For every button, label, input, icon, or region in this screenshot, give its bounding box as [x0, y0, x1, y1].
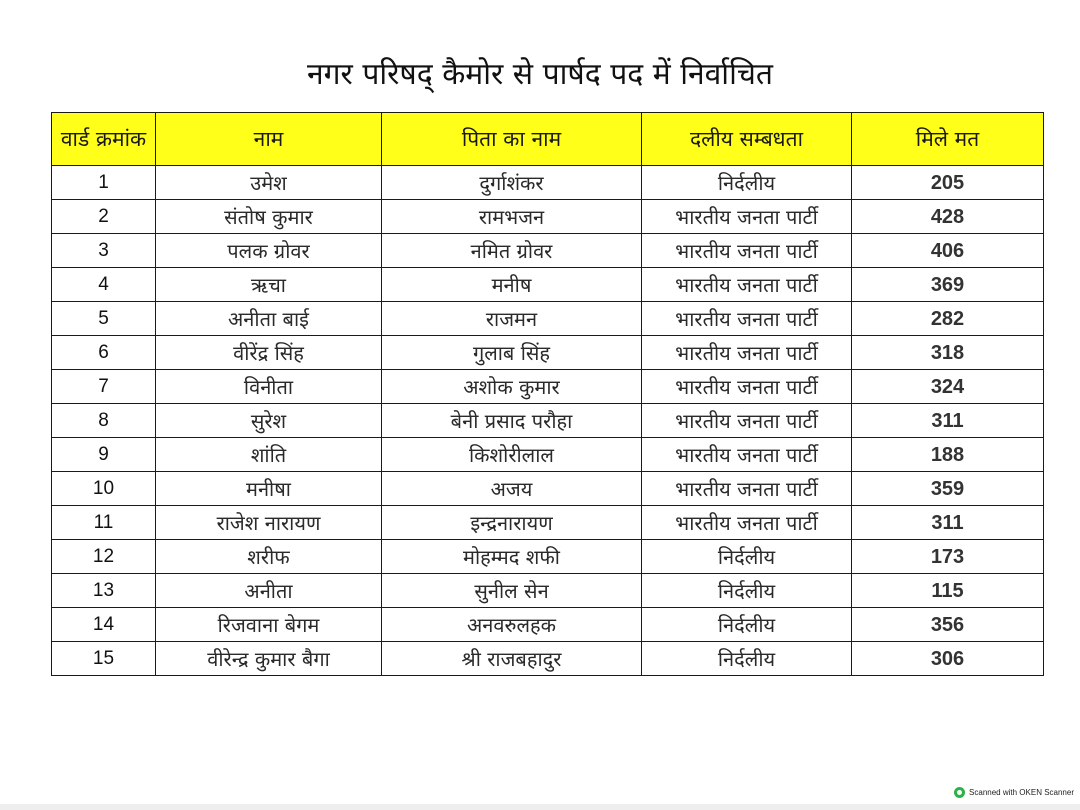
cell-name: विनीता — [156, 370, 382, 404]
cell-party: भारतीय जनता पार्टी — [642, 268, 852, 302]
cell-father-name: अनवरुलहक — [382, 608, 642, 642]
cell-name: संतोष कुमार — [156, 200, 382, 234]
header-ward: वार्ड क्रमांक — [52, 113, 156, 166]
cell-name: उमेश — [156, 166, 382, 200]
cell-father-name: मोहम्मद शफी — [382, 540, 642, 574]
cell-ward: 12 — [52, 540, 156, 574]
cell-party: भारतीय जनता पार्टी — [642, 404, 852, 438]
table-row — [52, 200, 1044, 234]
header-father-name: पिता का नाम — [382, 113, 642, 166]
cell-name: वीरेंद्र सिंह — [156, 336, 382, 370]
cell-name: राजेश नारायण — [156, 506, 382, 540]
cell-father-name: राजमन — [382, 302, 642, 336]
cell-votes: 173 — [852, 540, 1044, 574]
table-row — [52, 438, 1044, 472]
table-row — [52, 540, 1044, 574]
cell-father-name: किशोरीलाल — [382, 438, 642, 472]
table-row — [52, 642, 1044, 676]
cell-ward: 2 — [52, 200, 156, 234]
cell-votes: 311 — [852, 506, 1044, 540]
cell-votes: 115 — [852, 574, 1044, 608]
table-row — [52, 166, 1044, 200]
table-row — [52, 472, 1044, 506]
header-name: नाम — [156, 113, 382, 166]
cell-ward: 11 — [52, 506, 156, 540]
table-row — [52, 234, 1044, 268]
cell-father-name: गुलाब सिंह — [382, 336, 642, 370]
cell-votes: 369 — [852, 268, 1044, 302]
cell-votes: 188 — [852, 438, 1044, 472]
cell-party: भारतीय जनता पार्टी — [642, 336, 852, 370]
cell-father-name: मनीष — [382, 268, 642, 302]
cell-name: अनीता — [156, 574, 382, 608]
cell-party: निर्दलीय — [642, 574, 852, 608]
cell-name: अनीता बाई — [156, 302, 382, 336]
cell-party: निर्दलीय — [642, 642, 852, 676]
table-row — [52, 608, 1044, 642]
page-title: नगर परिषद् कैमोर से पार्षद पद में निर्वाचित — [307, 57, 773, 92]
table-header — [52, 113, 1044, 166]
cell-name: शांति — [156, 438, 382, 472]
cell-name: सुरेश — [156, 404, 382, 438]
cell-ward: 4 — [52, 268, 156, 302]
cell-party: भारतीय जनता पार्टी — [642, 302, 852, 336]
cell-party: भारतीय जनता पार्टी — [642, 370, 852, 404]
cell-votes: 428 — [852, 200, 1044, 234]
table-row — [52, 336, 1044, 370]
cell-father-name: रामभजन — [382, 200, 642, 234]
cell-party: निर्दलीय — [642, 540, 852, 574]
cell-father-name: बेनी प्रसाद परौहा — [382, 404, 642, 438]
cell-father-name: दुर्गाशंकर — [382, 166, 642, 200]
cell-votes: 205 — [852, 166, 1044, 200]
cell-name: पलक ग्रोवर — [156, 234, 382, 268]
bottom-strip — [0, 804, 1080, 810]
table-row — [52, 506, 1044, 540]
table-row — [52, 404, 1044, 438]
header-party: दलीय सम्बधता — [642, 113, 852, 166]
cell-ward: 7 — [52, 370, 156, 404]
header-votes: मिले मत — [852, 113, 1044, 166]
scanner-text: Scanned with OKEN Scanner — [969, 788, 1074, 797]
cell-votes: 282 — [852, 302, 1044, 336]
table-row — [52, 268, 1044, 302]
table-row — [52, 302, 1044, 336]
cell-ward: 8 — [52, 404, 156, 438]
table-row — [52, 370, 1044, 404]
cell-party: निर्दलीय — [642, 166, 852, 200]
cell-ward: 6 — [52, 336, 156, 370]
cell-ward: 5 — [52, 302, 156, 336]
cell-party: भारतीय जनता पार्टी — [642, 472, 852, 506]
cell-father-name: सुनील सेन — [382, 574, 642, 608]
cell-party: भारतीय जनता पार्टी — [642, 200, 852, 234]
cell-father-name: इन्द्रनारायण — [382, 506, 642, 540]
cell-votes: 311 — [852, 404, 1044, 438]
cell-ward: 3 — [52, 234, 156, 268]
cell-party: भारतीय जनता पार्टी — [642, 234, 852, 268]
results-table — [51, 112, 1044, 676]
cell-ward: 9 — [52, 438, 156, 472]
cell-votes: 359 — [852, 472, 1044, 506]
cell-votes: 406 — [852, 234, 1044, 268]
cell-votes: 318 — [852, 336, 1044, 370]
cell-father-name: नमित ग्रोवर — [382, 234, 642, 268]
scanner-logo-icon — [954, 787, 965, 798]
cell-ward: 14 — [52, 608, 156, 642]
cell-name: रिजवाना बेगम — [156, 608, 382, 642]
table-body — [52, 166, 1044, 676]
cell-ward: 15 — [52, 642, 156, 676]
cell-votes: 356 — [852, 608, 1044, 642]
cell-name: वीरेन्द्र कुमार बैगा — [156, 642, 382, 676]
cell-ward: 10 — [52, 472, 156, 506]
cell-name: ऋचा — [156, 268, 382, 302]
cell-ward: 1 — [52, 166, 156, 200]
scanner-watermark — [954, 787, 1074, 798]
cell-father-name: अशोक कुमार — [382, 370, 642, 404]
cell-father-name: अजय — [382, 472, 642, 506]
cell-name: मनीषा — [156, 472, 382, 506]
cell-votes: 306 — [852, 642, 1044, 676]
cell-ward: 13 — [52, 574, 156, 608]
cell-party: भारतीय जनता पार्टी — [642, 506, 852, 540]
cell-votes: 324 — [852, 370, 1044, 404]
cell-name: शरीफ — [156, 540, 382, 574]
table-row — [52, 574, 1044, 608]
cell-party: भारतीय जनता पार्टी — [642, 438, 852, 472]
cell-father-name: श्री राजबहादुर — [382, 642, 642, 676]
cell-party: निर्दलीय — [642, 608, 852, 642]
header-row — [52, 113, 1044, 166]
